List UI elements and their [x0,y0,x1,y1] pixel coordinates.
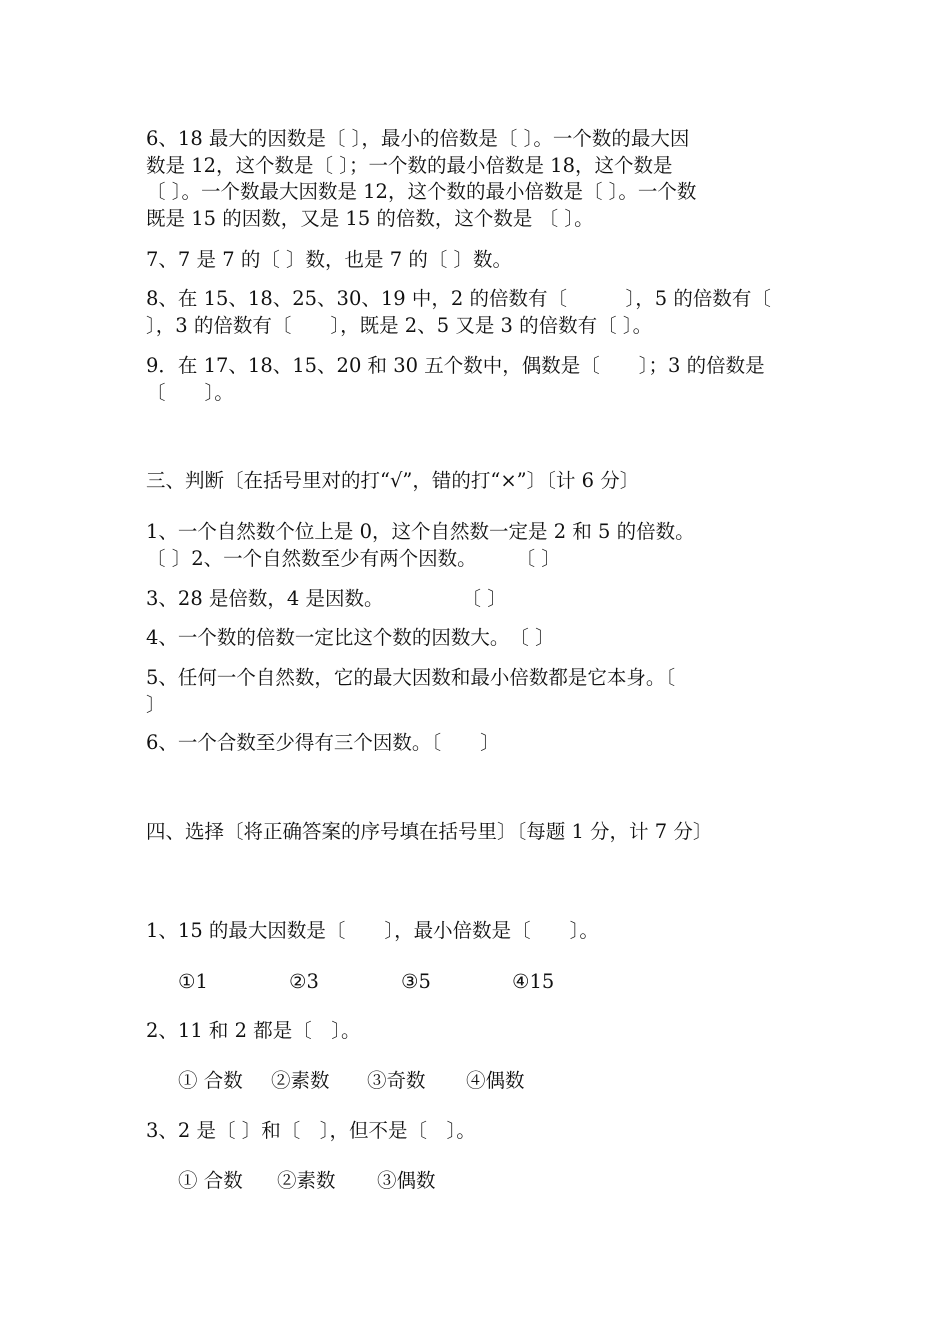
question-2-9 [146,353,810,406]
heading-text: 三、判断〔在括号里对的打“√”，错的打“×”〕〔计 6 分〕 [146,469,640,492]
question-2-7 [146,247,810,274]
option-2: ②3 [289,970,319,993]
question-2-6 [146,126,810,232]
text-line: 8、在 15、18、25、30、19 中，2 的倍数有〔 〕，5 的倍数有〔 [146,287,771,310]
heading-text: 四、选择〔将正确答案的序号填在括号里〕〔每题 1 分，计 7 分〕 [146,820,713,843]
text-line: 5、任何一个自然数，它的最大因数和最小倍数都是它本身。〔 [146,666,676,689]
text-line: 3、28 是倍数，4 是因数。 〔 〕 [146,587,507,610]
question-4-1 [146,918,810,945]
option-1: ① 合数 [178,1169,243,1192]
text-line: 〕 [146,692,166,716]
option-2: ②素数 [271,1069,330,1092]
option-3: ③奇数 [367,1069,426,1092]
option-2: ②素数 [277,1169,336,1192]
option-3: ③偶数 [377,1169,436,1192]
text-line: 〕，3 的倍数有〔 〕，既是 2、5 又是 3 的倍数有〔 〕。 [146,313,653,337]
question-4-3 [146,1118,810,1145]
option-1: ①1 [178,970,208,993]
question-4-2 [146,1018,810,1045]
text-line: 〔 〕。 [146,380,234,404]
text-line: 2、11 和 2 都是〔 〕。 [146,1019,361,1042]
section-4-heading [146,819,810,846]
text-line: 3、2 是〔 〕和〔 〕，但不是〔 〕。 [146,1119,476,1142]
text-line: 〔 〕。一个数最大因数是 12，这个数的最小倍数是〔 〕。一个数 [146,180,697,203]
text-line: 既是 15 的因数，又是 15 的倍数，这个数是 〔 〕。 [146,206,594,230]
text-line: 6、18 最大的因数是〔 〕，最小的倍数是〔 〕。一个数的最大因 [146,127,690,150]
question-2-8 [146,286,810,339]
question-3-6 [146,730,810,757]
option-3: ③5 [401,970,431,993]
text-line: 1、一个自然数个位上是 0，这个自然数一定是 2 和 5 的倍数。 [146,520,695,543]
option-1: ① 合数 [178,1069,243,1092]
text-line: 〔 〕2、一个自然数至少有两个因数。 〔 〕 [146,546,561,570]
option-4: ④偶数 [466,1069,525,1092]
text-line: 1、15 的最大因数是〔 〕，最小倍数是〔 〕。 [146,919,599,942]
text-line: 数是 12，这个数是〔 〕；一个数的最小倍数是 18，这个数是 [146,153,673,177]
question-3-1 [146,519,810,572]
option-4: ④15 [512,970,555,993]
question-3-3 [146,586,810,613]
question-3-5 [146,665,810,718]
text-line: 7、7 是 7 的〔 〕数，也是 7 的〔 〕数。 [146,248,513,271]
text-line: 6、一个合数至少得有三个因数。〔 〕 [146,731,500,754]
section-3-heading [146,468,810,495]
text-line: 4、一个数的倍数一定比这个数的因数大。 〔 〕 [146,626,555,649]
text-line: 9．在 17、18、15、20 和 30 五个数中，偶数是〔 〕；3 的倍数是 [146,354,765,377]
question-3-4 [146,625,810,652]
